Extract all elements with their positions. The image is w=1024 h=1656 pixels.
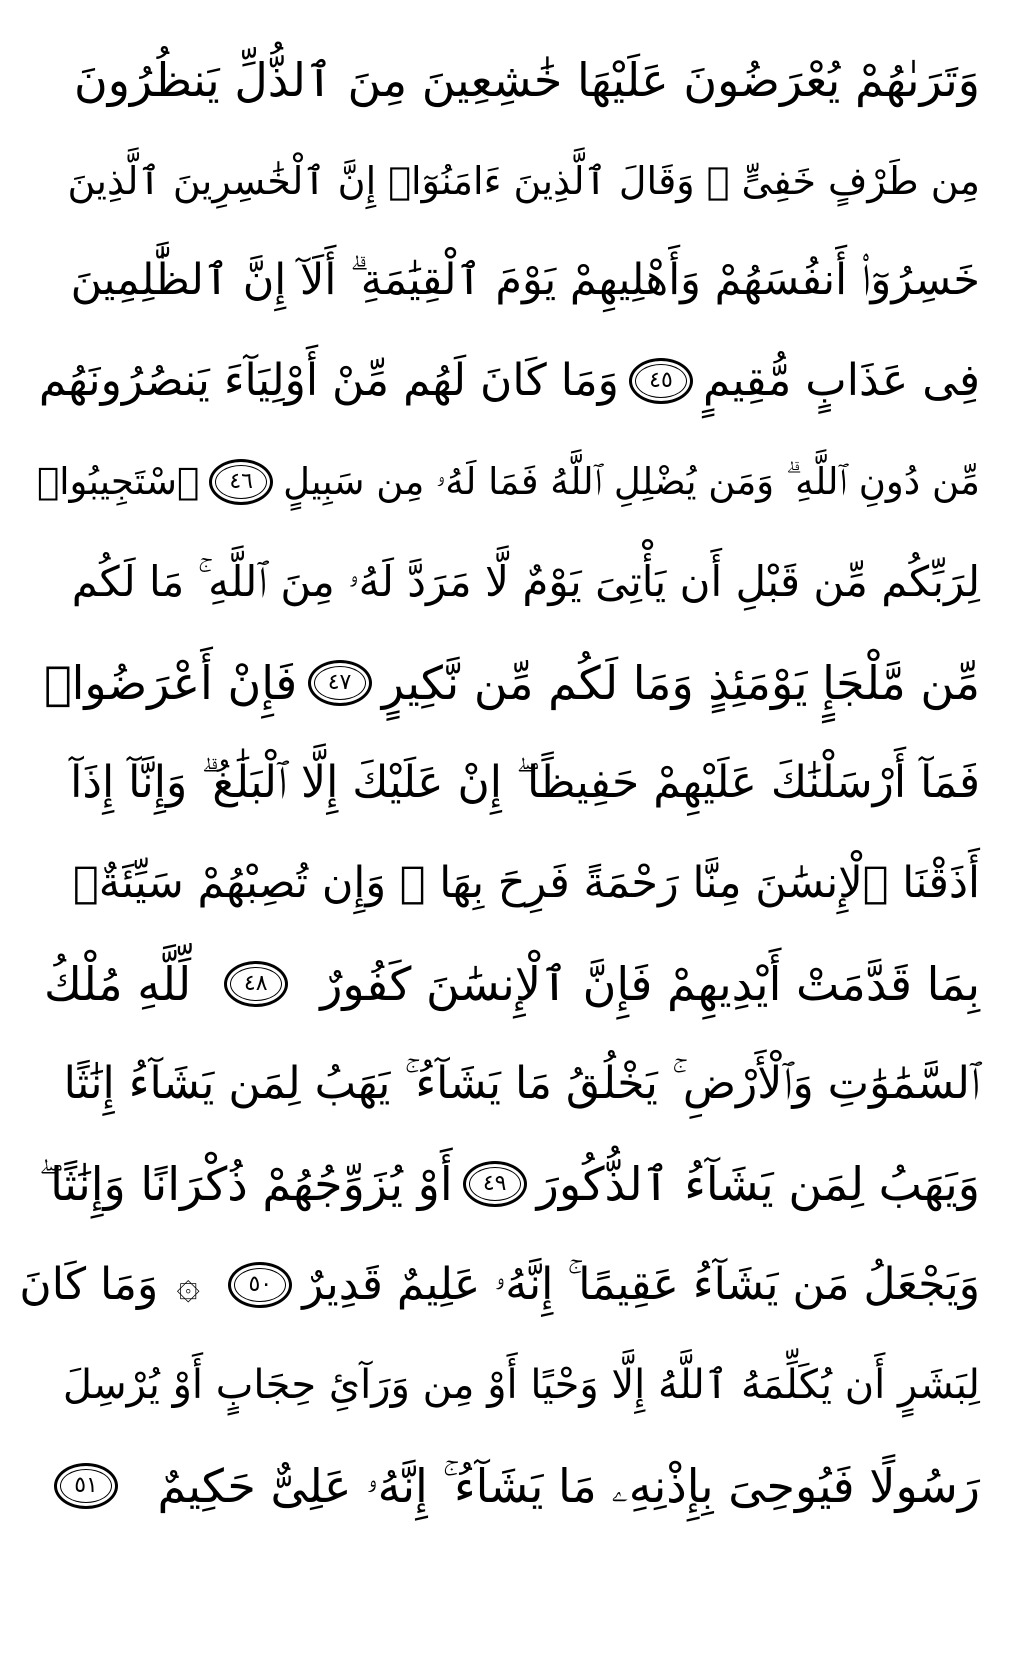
quran-text-block — [19, 30, 980, 1636]
verse-text: وَتَرَىٰهُمْ يُعْرَضُونَ عَلَيْهَا خَٰشِعِينَ مِنَ ٱلذُّلِّ يَنظُرُونَ — [73, 53, 980, 108]
quran-line — [44, 532, 980, 632]
verse-text: لِبَشَرٍ أَن يُكَلِّمَهُ ٱللَّهُ إِلَّا وَحْيًا أَوْ مِن وَرَآئِ حِجَابٍ أَوْ يُرْسِلَ — [62, 1362, 980, 1409]
verse-text: ٱسْتَجِيبُوا۟ — [36, 460, 200, 504]
ayah-number-marker: ٤٧ — [308, 660, 372, 706]
quran-line — [44, 1435, 980, 1535]
ayah-number-marker: ٤٨ — [224, 961, 288, 1007]
rub-el-hizb-icon: ۞ — [176, 1261, 200, 1308]
quran-line — [19, 1235, 980, 1335]
quran-line — [44, 231, 980, 331]
quran-line — [44, 130, 980, 230]
quran-line — [44, 632, 980, 732]
quran-line — [44, 733, 980, 833]
quran-line — [44, 30, 980, 130]
verse-text: فَمَآ أَرْسَلْنَٰكَ عَلَيْهِمْ حَفِيظًا ۖ إِنْ عَلَيْكَ إِلَّا ٱلْبَلَٰغُ ۗ وَإِنَّآ إِذَآ — [70, 756, 980, 808]
verse-text: رَسُولًا فَيُوحِىَ بِإِذْنِهِۦ مَا يَشَآءُ ۚ إِنَّهُۥ عَلِىٌّ حَكِيمٌ — [157, 1458, 980, 1513]
verse-text: فَإِنْ أَعْرَضُوا۟ — [44, 655, 298, 710]
verse-text: وَيَجْعَلُ مَن يَشَآءُ عَقِيمًا ۚ إِنَّهُۥ عَلِيمٌ قَدِيرٌ — [302, 1258, 980, 1310]
verse-text: ٱلسَّمَٰوَٰتِ وَٱلْأَرْضِ ۚ يَخْلُقُ مَا يَشَآءُ ۚ يَهَبُ لِمَن يَشَآءُ إِنَٰثًا — [63, 1058, 980, 1110]
ayah-number-marker: ٤٩ — [463, 1161, 527, 1207]
verse-text: مِن طَرْفٍ خَفِىٍّ ۗ وَقَالَ ٱلَّذِينَ ءَامَنُوٓا۟ إِنَّ ٱلْخَٰسِرِينَ ٱلَّذِينَ — [67, 158, 980, 203]
verse-text: وَمَا كَانَ لَهُم مِّنْ أَوْلِيَآءَ يَنصُرُونَهُم — [38, 355, 619, 407]
quran-line — [44, 934, 980, 1034]
ayah-number-marker: ٥٠ — [228, 1262, 292, 1308]
quran-line — [38, 1134, 980, 1234]
quran-line — [38, 331, 980, 431]
verse-text: مِّن مَّلْجَإٍ يَوْمَئِذٍ وَمَا لَكُم مِّن نَّكِيرٍ — [381, 655, 980, 710]
verse-text: وَمَا كَانَ — [19, 1258, 159, 1310]
quran-line — [36, 432, 980, 532]
verse-text: أَوْ يُزَوِّجُهُمْ ذُكْرَانًا وَإِنَٰثًا ۖ — [38, 1157, 453, 1212]
quran-line — [44, 1335, 980, 1435]
quran-line — [44, 833, 980, 933]
verse-text: وَيَهَبُ لِمَن يَشَآءُ ٱلذُّكُورَ — [536, 1157, 980, 1212]
verse-text: خَسِرُوٓا۟ أَنفُسَهُمْ وَأَهْلِيهِمْ يَوْمَ ٱلْقِيَٰمَةِ ۗ أَلَآ إِنَّ ٱلظَّٰلِمِينَ — [70, 255, 980, 306]
verse-text: لِرَبِّكُم مِّن قَبْلِ أَن يَأْتِىَ يَوْمٌ لَّا مَرَدَّ لَهُۥ مِنَ ٱللَّهِ ۚ مَا لَكُم — [71, 557, 980, 607]
ayah-number-marker: ٤٦ — [209, 459, 273, 505]
verse-text: أَذَقْنَا ٱلْإِنسَٰنَ مِنَّا رَحْمَةً فَرِحَ بِهَا ۖ وَإِن تُصِبْهُمْ سَيِّئَةٌۢ — [72, 857, 980, 908]
verse-text: لِّلَّهِ مُلْكُ — [44, 956, 192, 1011]
verse-text: بِمَا قَدَّمَتْ أَيْدِيهِمْ فَإِنَّ ٱلْإِنسَٰنَ كَفُورٌ — [320, 956, 980, 1011]
ayah-number-marker: ٥١ — [54, 1463, 118, 1509]
quran-line — [44, 1034, 980, 1134]
verse-text: مِّن دُونِ ٱللَّهِ ۗ وَمَن يُضْلِلِ ٱللَّهُ فَمَا لَهُۥ مِن سَبِيلٍ — [283, 460, 980, 504]
verse-text: فِى عَذَابٍ مُّقِيمٍ — [702, 355, 980, 407]
ayah-number-marker: ٤٥ — [629, 358, 693, 404]
